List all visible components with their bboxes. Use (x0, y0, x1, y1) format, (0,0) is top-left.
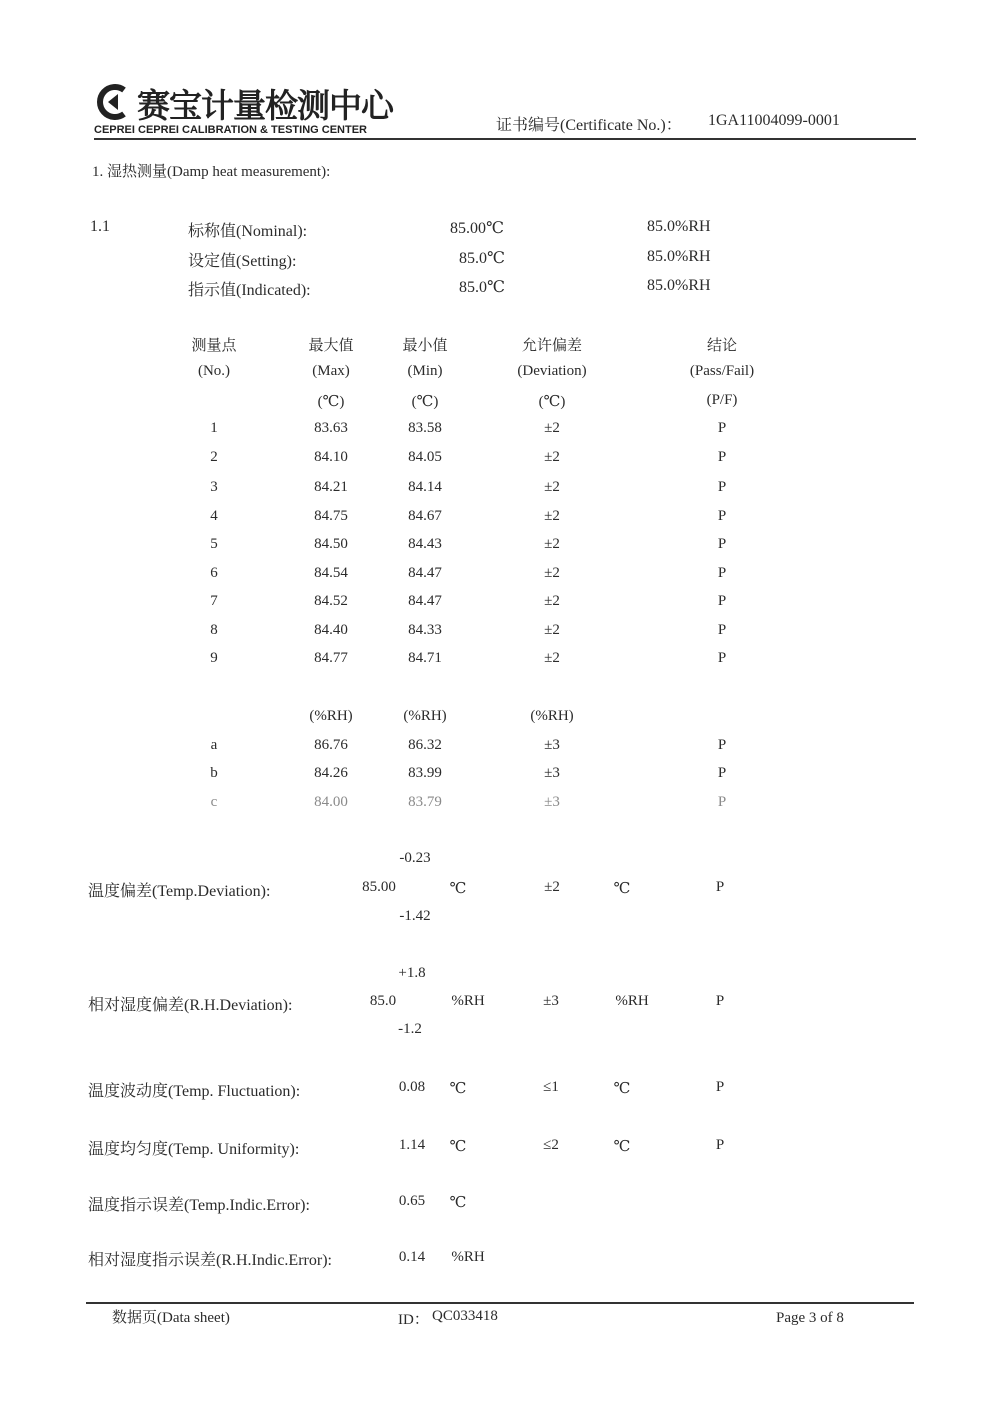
rh-row-a-result: P (717, 737, 727, 753)
temp-row-1-min: 83.58 (408, 420, 442, 436)
rh-dev-nominal: 85.0 (369, 993, 397, 1009)
nominal-temp: 85.00℃ (450, 220, 504, 237)
temp-row-7-min: 84.47 (408, 593, 442, 609)
temp-fluct-label: 温度波动度(Temp. Fluctuation): (88, 1083, 301, 1100)
rh-row-b-min: 83.99 (408, 765, 442, 781)
footer-id-value: QC033418 (432, 1308, 498, 1324)
temp-row-3-max: 84.21 (314, 479, 348, 495)
table-header-en-max: (Max) (312, 363, 350, 379)
indicated-rh: 85.0%RH (647, 277, 711, 294)
certificate-label: 证书编号(Certificate No.)： (496, 117, 682, 134)
table-header-unit-result: (P/F) (706, 392, 738, 408)
table-header-en-no: (No.) (197, 363, 231, 379)
logo-chinese-name: 赛宝计量检测中心 (137, 86, 393, 125)
rh-row-b-result: P (717, 765, 727, 781)
temp-row-5-no: 5 (210, 536, 218, 552)
rh-row-c-result: P (717, 794, 727, 810)
temp-fluct-value: 0.08 (398, 1079, 426, 1095)
table-header-unit-deviation: (℃) (538, 394, 566, 410)
temp-dev-label: 温度偏差(Temp.Deviation): (88, 883, 271, 900)
nominal-rh: 85.0%RH (647, 218, 711, 235)
rh-dev-upper: +1.8 (398, 965, 426, 981)
footer-page-number: Page 3 of 8 (776, 1310, 844, 1326)
temp-row-9-min: 84.71 (408, 650, 442, 666)
rh-indic-label: 相对湿度指示误差(R.H.Indic.Error): (88, 1252, 332, 1269)
indicated-label: 指示值(Indicated): (188, 282, 311, 299)
temp-indic-unit: ℃ (449, 1195, 467, 1211)
temp-dev-nominal: 85.00 (362, 879, 396, 895)
temp-row-3-result: P (717, 479, 727, 495)
rh-row-a-no: a (210, 737, 218, 753)
temp-row-6-min: 84.47 (408, 565, 442, 581)
rh-header-unit-min: (%RH) (403, 708, 447, 724)
temp-row-6-max: 84.54 (314, 565, 348, 581)
table-header-unit-min: (℃) (411, 394, 439, 410)
rh-indic-value: 0.14 (398, 1249, 426, 1265)
setting-label: 设定值(Setting): (188, 253, 297, 270)
temp-row-9-no: 9 (210, 650, 218, 666)
temp-fluct-tol-unit: ℃ (613, 1081, 631, 1097)
temp-row-1-result: P (717, 420, 727, 436)
temp-row-2-no: 2 (210, 449, 218, 465)
rh-header-unit-max: (%RH) (309, 708, 353, 724)
temp-row-2-deviation: ±2 (544, 449, 560, 465)
temp-row-3-min: 84.14 (408, 479, 442, 495)
temp-unif-label: 温度均匀度(Temp. Uniformity): (88, 1141, 300, 1158)
temp-row-9-max: 84.77 (314, 650, 348, 666)
rh-dev-label: 相对湿度偏差(R.H.Deviation): (88, 997, 293, 1014)
nominal-label: 标称值(Nominal): (188, 223, 308, 240)
setting-temp: 85.0℃ (459, 250, 505, 267)
temp-unif-tol-unit: ℃ (613, 1139, 631, 1155)
rh-row-c-deviation: ±3 (544, 794, 560, 810)
temp-row-6-no: 6 (210, 565, 218, 581)
table-header-cn-result: 结论 (706, 338, 737, 354)
table-header-en-result: (Pass/Fail) (689, 363, 755, 379)
temp-row-8-no: 8 (210, 622, 218, 638)
rh-row-b-deviation: ±3 (544, 765, 560, 781)
temp-unif-value: 1.14 (398, 1137, 426, 1153)
temp-dev-tol-unit: ℃ (613, 881, 631, 897)
temp-fluct-unit: ℃ (449, 1081, 467, 1097)
temp-row-5-max: 84.50 (314, 536, 348, 552)
temp-row-7-no: 7 (210, 593, 218, 609)
rh-row-a-max: 86.76 (314, 737, 348, 753)
rh-dev-tol-unit: %RH (615, 993, 649, 1009)
temp-row-3-no: 3 (210, 479, 218, 495)
rh-row-a-min: 86.32 (408, 737, 442, 753)
subsection-number: 1.1 (90, 218, 110, 235)
temp-row-8-min: 84.33 (408, 622, 442, 638)
temp-row-9-deviation: ±2 (544, 650, 560, 666)
temp-row-2-max: 84.10 (314, 449, 348, 465)
temp-indic-label: 温度指示误差(Temp.Indic.Error): (88, 1197, 310, 1214)
footer-rule (86, 1302, 914, 1304)
temp-dev-unit: ℃ (449, 881, 467, 897)
rh-row-c-min: 83.79 (408, 794, 442, 810)
temp-row-7-max: 84.52 (314, 593, 348, 609)
rh-row-b-no: b (210, 765, 218, 781)
indicated-temp: 85.0℃ (459, 279, 505, 296)
temp-row-2-min: 84.05 (408, 449, 442, 465)
table-header-en-min: (Min) (407, 363, 443, 379)
temp-row-6-deviation: ±2 (544, 565, 560, 581)
rh-dev-lower: -1.2 (398, 1021, 422, 1037)
table-header-cn-deviation: 允许偏差 (521, 338, 582, 354)
temp-dev-tolerance: ±2 (544, 879, 560, 895)
temp-row-1-max: 83.63 (314, 420, 348, 436)
temp-row-4-no: 4 (210, 508, 218, 524)
rh-dev-result: P (715, 993, 725, 1009)
certificate-number: 1GA11004099-0001 (708, 112, 840, 129)
rh-row-b-max: 84.26 (314, 765, 348, 781)
table-header-unit-max: (℃) (317, 394, 345, 410)
rh-row-c-no: c (210, 794, 218, 810)
table-header-cn-no: 测量点 (191, 338, 237, 354)
temp-row-8-deviation: ±2 (544, 622, 560, 638)
temp-fluct-result: P (715, 1079, 725, 1095)
temp-indic-value: 0.65 (398, 1193, 426, 1209)
temp-fluct-tolerance: ≤1 (543, 1079, 559, 1095)
temp-row-3-deviation: ±2 (544, 479, 560, 495)
temp-row-4-min: 84.67 (408, 508, 442, 524)
rh-dev-unit: %RH (451, 993, 485, 1009)
temp-row-2-result: P (717, 449, 727, 465)
temp-dev-result: P (715, 879, 725, 895)
temp-row-1-no: 1 (210, 420, 218, 436)
temp-row-7-deviation: ±2 (544, 593, 560, 609)
rh-row-c-max: 84.00 (314, 794, 348, 810)
rh-header-unit-deviation: (%RH) (530, 708, 574, 724)
temp-row-8-result: P (717, 622, 727, 638)
temp-row-5-min: 84.43 (408, 536, 442, 552)
table-header-en-deviation: (Deviation) (517, 363, 587, 379)
temp-unif-tolerance: ≤2 (543, 1137, 559, 1153)
temp-row-7-result: P (717, 593, 727, 609)
cepri-logo-icon (94, 82, 134, 122)
temp-row-5-result: P (717, 536, 727, 552)
temp-row-5-deviation: ±2 (544, 536, 560, 552)
logo-english-name: CEPREI CEPREI CALIBRATION & TESTING CENTER (94, 124, 367, 136)
temp-row-9-result: P (717, 650, 727, 666)
footer-data-sheet: 数据页(Data sheet) (112, 1310, 230, 1326)
rh-row-a-deviation: ±3 (544, 737, 560, 753)
setting-rh: 85.0%RH (647, 248, 711, 265)
table-header-cn-min: 最小值 (402, 338, 448, 354)
temp-unif-result: P (715, 1137, 725, 1153)
temp-row-4-deviation: ±2 (544, 508, 560, 524)
temp-row-6-result: P (717, 565, 727, 581)
temp-row-1-deviation: ±2 (544, 420, 560, 436)
temp-dev-lower: -1.42 (399, 908, 431, 924)
temp-row-4-max: 84.75 (314, 508, 348, 524)
header-rule (94, 138, 916, 140)
temp-dev-upper: -0.23 (399, 850, 431, 866)
footer-id-label: ID： (398, 1312, 429, 1328)
rh-dev-tolerance: ±3 (543, 993, 559, 1009)
rh-indic-unit: %RH (451, 1249, 485, 1265)
table-header-cn-max: 最大值 (308, 338, 354, 354)
section-title: 1. 湿热测量(Damp heat measurement): (92, 164, 331, 180)
temp-unif-unit: ℃ (449, 1139, 467, 1155)
temp-row-4-result: P (717, 508, 727, 524)
temp-row-8-max: 84.40 (314, 622, 348, 638)
